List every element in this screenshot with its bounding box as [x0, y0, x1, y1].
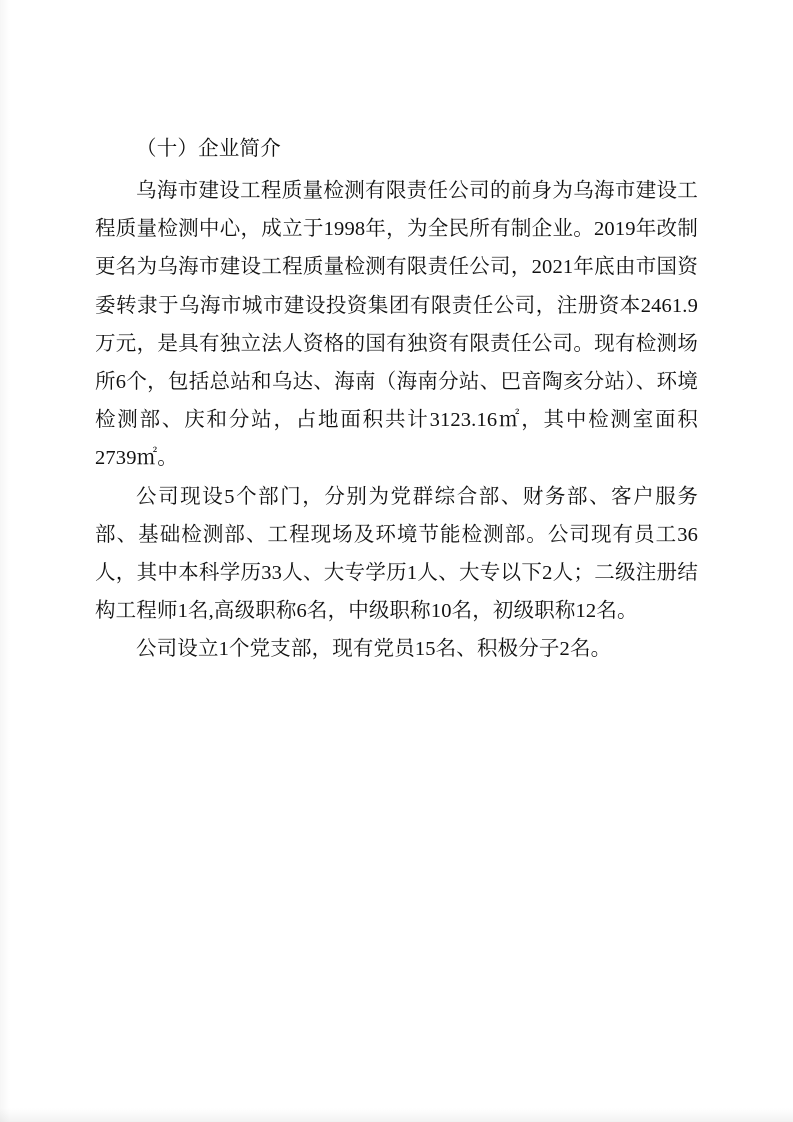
paragraph-party-branch: 公司设立1个党支部，现有党员15名、积极分子2名。: [136, 638, 612, 661]
paragraph-departments-and-staff: 公司现设5个部门，分别为党群综合部、财务部、客户服务部、基础检测部、工程现场及环境节能检测部。公司现有员工36人，其中本科学历33人、大专学历1人、大专以下2人；二级注册结构工程师1名,高级职称6名，中级职称10名，初级职称12名。: [95, 485, 698, 623]
section-heading: （十）企业简介: [136, 138, 281, 160]
document-body: [95, 130, 698, 669]
paragraph-company-overview: 乌海市建设工程质量检测有限责任公司的前身为乌海市建设工程质量检测中心，成立于1998年，为全民所有制企业。2019年改制更名为乌海市建设工程质量检测有限责任公司，2021年底由市国资委转隶于乌海市城市建设投资集团有限责任公司，注册资本2461.9万元，是具有独立法人资格的国有独资有限责任公司。现有检测场所6个，包括总站和乌达、海南（海南分站、巴音陶亥分站）、环境检测部、庆和分站，占地面积共计3123.16㎡，其中检测室面积2739㎡。: [95, 180, 698, 470]
